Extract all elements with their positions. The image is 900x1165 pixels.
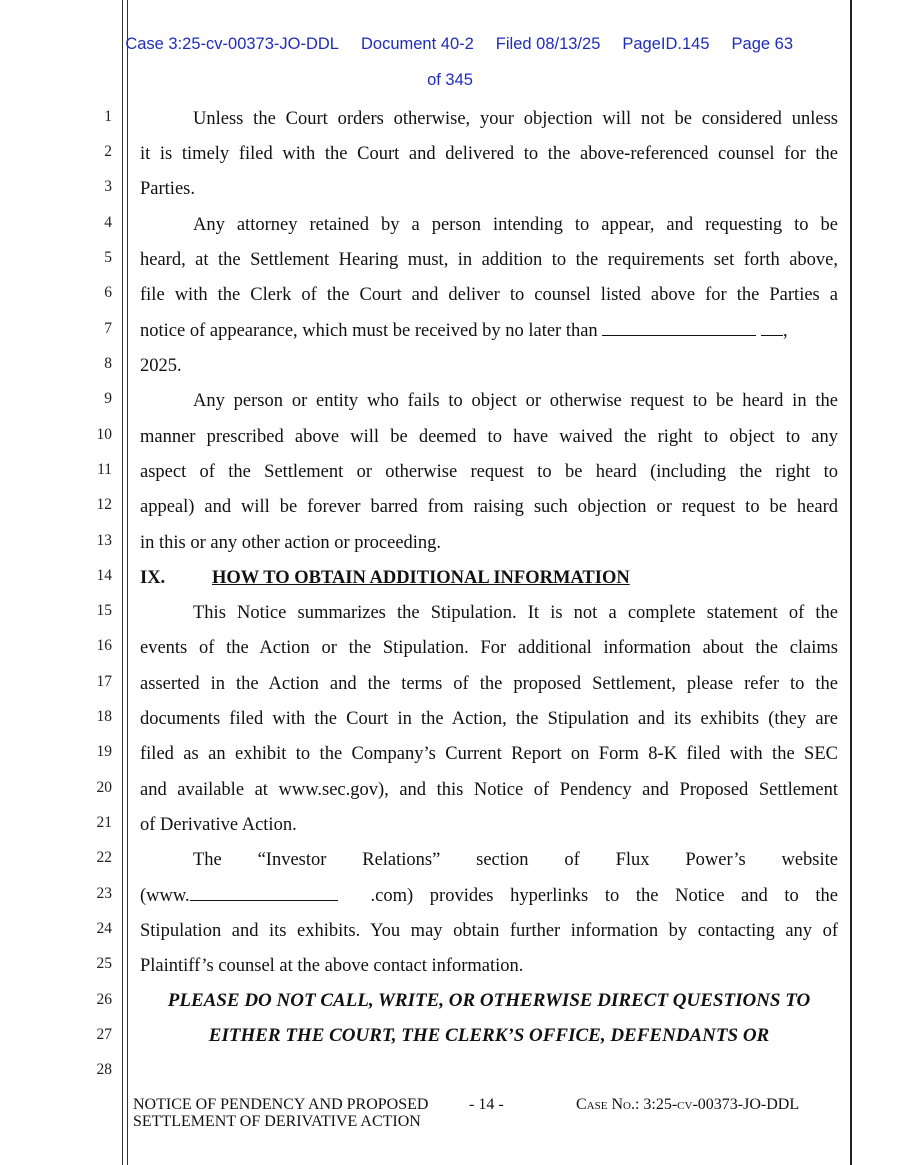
paragraph-line: Any person or entity who fails to object or otherwise request to be heard in the: [193, 391, 838, 411]
paragraph-line: file with the Clerk of the Court and deliver to counsel listed above for the Parties a: [140, 285, 838, 305]
paragraph-line: documents filed with the Court in the Action, the Stipulation and its exhibits (they are: [140, 709, 838, 729]
line-number: 5: [104, 249, 112, 266]
line-number: 23: [96, 885, 112, 902]
stamp-page-id: PageID.145: [622, 35, 710, 53]
website-prefix: (www.: [140, 885, 338, 907]
left-margin-rule-outer: [122, 0, 123, 1165]
right-margin-rule: [850, 0, 852, 1165]
section-heading: [140, 567, 838, 589]
line-number: 25: [96, 955, 112, 972]
line-number: 19: [96, 743, 112, 760]
line-number: 6: [104, 284, 112, 301]
footer-case-number: Case No.: 3:25-cv-00373-JO-DDL: [576, 1096, 800, 1113]
line-number: 1: [104, 108, 112, 125]
paragraph-line: events of the Action or the Stipulation. For additional information about the claims: [140, 638, 838, 658]
line-number: 2: [104, 143, 112, 160]
line-number: 13: [96, 532, 112, 549]
line-number: 12: [96, 496, 112, 513]
line-number: 21: [96, 814, 112, 831]
appearance-deadline-text: notice of appearance, which must be received by no later than: [140, 321, 598, 341]
paragraph-line: filed as an exhibit to the Company’s Current Report on Form 8-K filed with the SEC: [140, 744, 838, 764]
line-number: 26: [96, 991, 112, 1008]
line-number: 9: [104, 390, 112, 407]
paragraph-line: 2025.: [140, 356, 182, 376]
paragraph-line: Stipulation and its exhibits. You may obtain further information by contacting any of: [140, 921, 838, 941]
paragraph-line: asserted in the Action and the terms of the proposed Settlement, please refer to the: [140, 674, 838, 694]
stamp-document: Document 40-2: [360, 35, 474, 53]
paragraph-line: manner prescribed above will be deemed to have waived the right to object to any: [140, 427, 838, 447]
line-number: 15: [96, 602, 112, 619]
line-number: 7: [104, 320, 112, 337]
paragraph-line: Plaintiff’s counsel at the above contact information.: [140, 956, 524, 976]
line-number: 18: [96, 708, 112, 725]
line-number: 16: [96, 637, 112, 654]
line-number: 22: [96, 849, 112, 866]
paragraph-line: of Derivative Action.: [140, 815, 297, 835]
footer-document-title: NOTICE OF PENDENCY AND PROPOSED SETTLEMENT OF DERIVATIVE ACTION: [133, 1096, 429, 1130]
deadline-day-blank: [761, 321, 783, 336]
stamp-case: Case 3:25-cv-00373-JO-DDL: [125, 35, 339, 53]
website-blank: [190, 886, 338, 901]
line-number: 20: [96, 779, 112, 796]
line-number: 11: [97, 461, 112, 478]
line-number: 17: [96, 673, 112, 690]
stamp-filed: Filed 08/13/25: [495, 35, 601, 53]
warning-line: PLEASE DO NOT CALL, WRITE, OR OTHERWISE DIRECT QUESTIONS TO: [167, 990, 811, 1011]
court-filing-stamp: [0, 17, 900, 89]
line-number: 10: [96, 426, 112, 443]
line-number: 8: [104, 355, 112, 372]
paragraph-line: appeal) and will be forever barred from raising such objection or request to be heard: [140, 497, 838, 517]
line-number: 24: [96, 920, 112, 937]
paragraph-line: aspect of the Settlement or otherwise request to be heard (including the right to: [140, 462, 838, 482]
paragraph-line-with-blank: [140, 885, 838, 907]
warning-line: EITHER THE COURT, THE CLERK’S OFFICE, DEFENDANTS OR: [208, 1025, 770, 1046]
deadline-month-blank: [602, 321, 756, 336]
paragraph-line: Any attorney retained by a person intending to appear, and requesting to be: [193, 215, 838, 235]
line-number: 4: [104, 214, 112, 231]
section-number: IX.: [140, 568, 166, 588]
paragraph-line: Unless the Court orders otherwise, your objection will not be considered unless: [193, 109, 838, 129]
paragraph-line: in this or any other action or proceeding.: [140, 533, 442, 553]
deadline-comma: ,: [782, 321, 788, 341]
paragraph-line: This Notice summarizes the Stipulation. It is not a complete statement of the: [193, 603, 838, 623]
line-number: 3: [104, 178, 112, 195]
paragraph-line: heard, at the Settlement Hearing must, in addition to the requirements set forth above,: [140, 250, 838, 270]
paragraph-line-with-blank: [140, 320, 838, 342]
stamp-of-total: of 345: [427, 71, 473, 89]
line-number: 28: [96, 1061, 112, 1078]
paragraph-line: it is timely filed with the Court and delivered to the above-referenced counsel for the: [140, 144, 838, 164]
paragraph-line: and available at www.sec.gov), and this Notice of Pendency and Proposed Settlement: [140, 780, 838, 800]
paragraph-line: Parties.: [140, 179, 195, 199]
section-title: HOW TO OBTAIN ADDITIONAL INFORMATION: [212, 568, 630, 588]
left-margin-rule-inner: [127, 0, 128, 1165]
line-number: 14: [96, 567, 112, 584]
paragraph-line: The “Investor Relations” section of Flux Power’s website: [193, 850, 838, 870]
footer-page-number: - 14 -: [469, 1096, 504, 1113]
stamp-page: Page 63: [731, 35, 794, 53]
website-suffix-text: .com) provides hyperlinks to the Notice and to the: [370, 886, 838, 906]
line-number: 27: [96, 1026, 112, 1043]
